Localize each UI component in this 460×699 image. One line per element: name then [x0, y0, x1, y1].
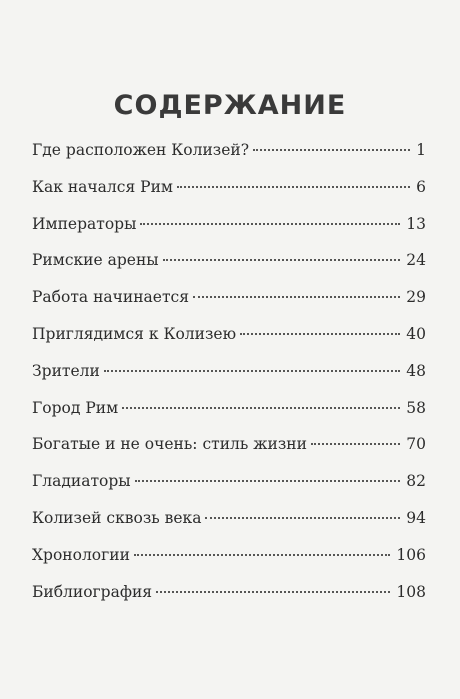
toc-entry-label: Город Рим: [32, 398, 119, 417]
toc-entry: [32, 432, 426, 469]
toc-leader-dots: [104, 370, 400, 372]
toc-leader-dots: [253, 149, 410, 151]
toc-entry: [32, 285, 426, 322]
toc-leader-dots: [134, 554, 390, 556]
toc-entry-label: Богатые и не очень: стиль жизни: [32, 435, 307, 454]
toc-entry-label: Работа начинается: [32, 288, 190, 307]
toc-entry-page: 70: [406, 435, 426, 454]
toc-entry-label: Библиография: [32, 582, 153, 601]
toc-entry: [32, 359, 426, 396]
toc-entry-page: 29: [406, 288, 426, 307]
toc-entry: [32, 175, 426, 212]
toc-entry-label: Как начался Рим: [32, 177, 173, 196]
toc-entry-label: Где расположен Колизей?: [32, 141, 250, 159]
toc-entry-label: Колизей сквозь века: [32, 508, 202, 527]
toc-entry-page: 58: [406, 398, 426, 417]
toc-leader-dots: [140, 223, 400, 225]
toc-leader-dots: [193, 296, 400, 298]
toc-leader-dots: [311, 443, 400, 445]
toc-entry: [32, 212, 426, 249]
toc-entry: [32, 469, 426, 506]
toc-entry-page: 1: [416, 141, 426, 159]
toc-leader-dots: [122, 407, 400, 409]
toc-entry: [32, 322, 426, 359]
toc-entry: [32, 543, 426, 580]
toc-entry-label: Римские арены: [32, 251, 159, 270]
toc-entry: [32, 580, 426, 617]
toc-entry-page: 13: [406, 214, 426, 233]
toc-entry-label: Приглядимся к Колизею: [32, 324, 237, 343]
toc-entry-label: Императоры: [32, 214, 137, 233]
toc-leader-dots: [156, 591, 390, 593]
toc-entry-page: 94: [406, 508, 426, 527]
table-of-contents: [32, 138, 426, 616]
toc-entry-page: 24: [406, 251, 426, 270]
toc-entry: [32, 396, 426, 433]
toc-entry-page: 106: [396, 545, 426, 564]
toc-entry-page: 40: [406, 324, 426, 343]
toc-entry: [32, 248, 426, 285]
toc-leader-dots: [205, 517, 400, 519]
toc-leader-dots: [177, 186, 410, 188]
toc-entry-page: 6: [416, 177, 426, 196]
toc-entry-label: Хронологии: [32, 545, 130, 564]
toc-entry-page: 82: [406, 472, 426, 491]
page-title: СОДЕРЖАНИЕ: [113, 90, 347, 122]
toc-entry-label: Зрители: [32, 361, 100, 380]
toc-leader-dots: [163, 259, 401, 261]
toc-entry-page: 108: [396, 582, 426, 601]
toc-entry: [32, 506, 426, 543]
toc-leader-dots: [135, 480, 401, 482]
toc-entry: [32, 138, 426, 175]
toc-leader-dots: [240, 333, 400, 335]
toc-entry-label: Гладиаторы: [32, 472, 131, 491]
toc-entry-page: 48: [406, 361, 426, 380]
